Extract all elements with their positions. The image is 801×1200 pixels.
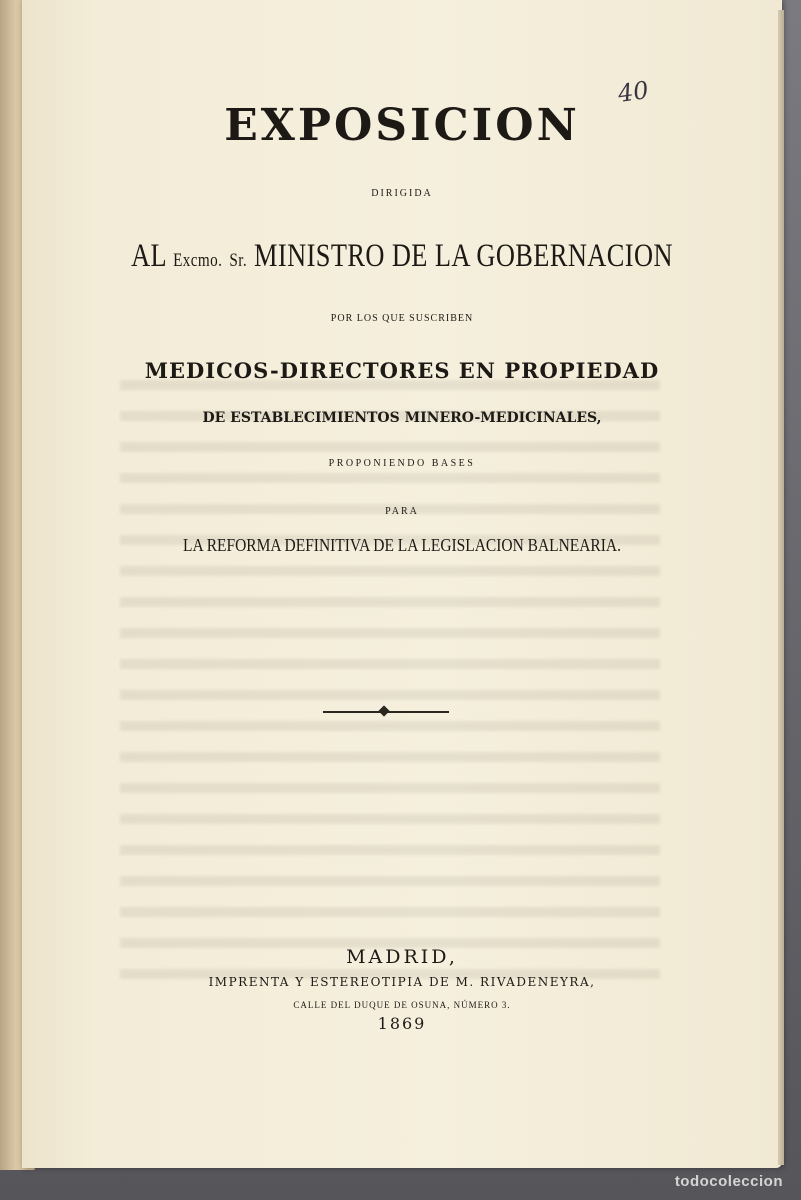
bleed-through-texture (120, 380, 660, 1000)
imprint-city: MADRID, (346, 946, 458, 968)
page-edge (778, 10, 784, 1165)
por-los-que-line: POR LOS QUE SUSCRIBEN (330, 313, 474, 324)
watermark-logo: todocoleccion (674, 1173, 783, 1190)
addressee-sr: Sr. (229, 250, 248, 271)
addressee-al: AL (131, 238, 174, 274)
para-line: PARA (385, 506, 419, 517)
imprint-printer: IMPRENTA Y ESTEREOTIPIA DE M. RIVADENEYRA, (208, 975, 596, 989)
imprint-address: CALLE DEL DUQUE DE OSUNA, NÚMERO 3. (293, 1000, 511, 1010)
document-title: EXPOSICION (224, 100, 580, 151)
addressee-excmo: Excmo. (173, 250, 223, 271)
imprint-year: 1869 (377, 1014, 427, 1033)
reforma-line: LA REFORMA DEFINITIVA DE LA LEGISLACION BALNEARIA. (183, 535, 621, 555)
dirigida-line: DIRIGIDA (371, 188, 433, 199)
addressee-line (98, 238, 706, 275)
handwritten-page-number: 40 (616, 76, 651, 108)
establecimientos-line: DE ESTABLECIMIENTOS MINERO-MEDICINALES, (202, 410, 602, 426)
proponiendo-line: PROPONIENDO BASES (328, 458, 476, 469)
addressee-ministro: MINISTRO DE LA GOBERNACION (247, 238, 673, 274)
medicos-directores-line: MEDICOS-DIRECTORES EN PROPIEDAD (144, 358, 660, 383)
